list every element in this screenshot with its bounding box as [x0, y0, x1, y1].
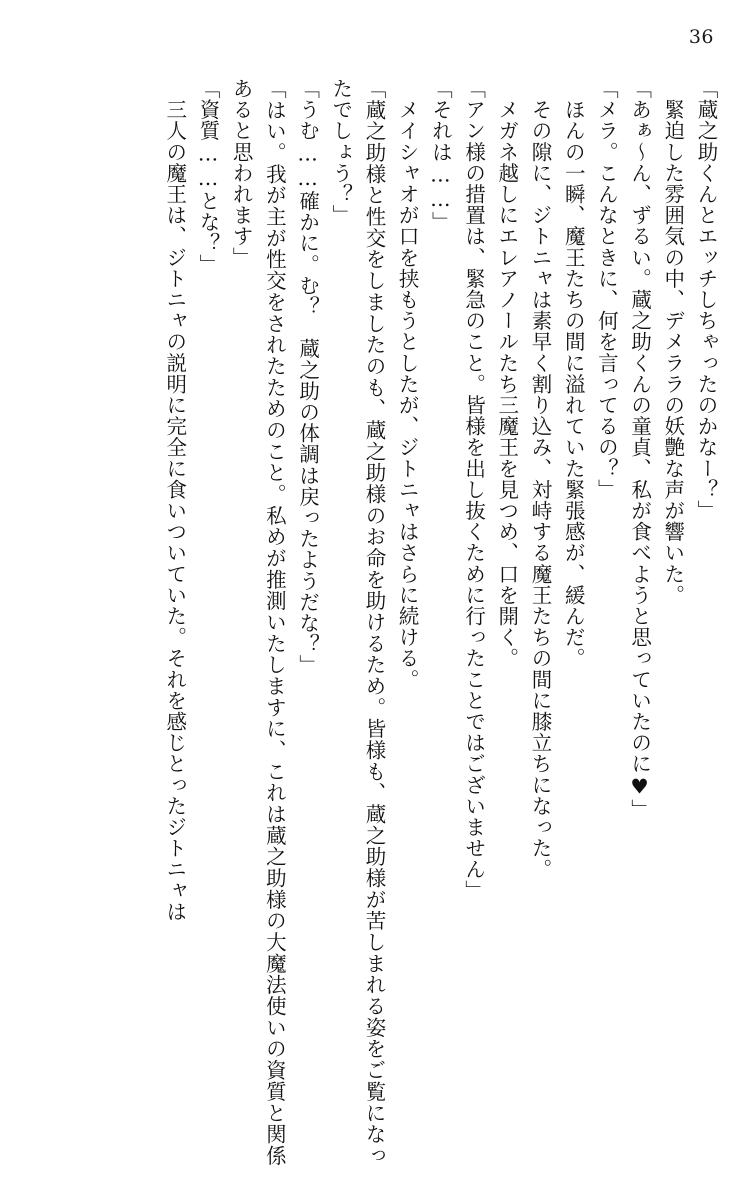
paragraph: 「うむ……確かに。む？ 蔵之助の体調は戻ったようだな？」: [295, 78, 320, 676]
paragraph: 「蔵之助様と性交をしましたのも、蔵之助様のお命を助けるため。皆様も、蔵之助様が苦しまれる姿をご覧になったでしょう？」: [328, 78, 386, 1166]
paragraph: メイシャオが口を挟もうとしたが、ジトニャはさらに続ける。: [395, 78, 420, 690]
paragraph: 「資質……とな？」: [195, 78, 220, 275]
body-text-vertical: [34, 78, 722, 1166]
paragraph: 「メラ。こんなときに、何を言ってるの？」: [594, 78, 619, 500]
paragraph: 「アン様の措置は、緊急のこと。皆様を出し抜くために行ったことではございません」: [461, 78, 486, 901]
paragraph: 「蔵之助くんとエッチしちゃったのかなー？」: [694, 78, 718, 522]
paragraph: 「それは……」: [428, 78, 453, 233]
page-number: 36: [688, 26, 714, 48]
paragraph: メガネ越しにエレアノールたち三魔王を見つめ、口を開く。: [494, 78, 519, 669]
paragraph: 三人の魔王は、ジトニャの説明に完全に食いついていた。それを感じとったジトニャは: [162, 78, 187, 922]
paragraph: ほんの一瞬、魔王たちの間に溢れていた緊張感が、緩んだ。: [561, 78, 586, 669]
paragraph: 「あぁ～ん、ずるい。蔵之助くんの童貞、私が食べようと思っていたのに♥」: [627, 78, 652, 820]
paragraph: 「はい。我が主が性交をされたためのこと。私めが推測いたしますに、これは蔵之助様の大魔法使いの資質と関係あると思われます」: [229, 78, 287, 1166]
paragraph: 緊迫した雰囲気の中、デメララの妖艶な声が響いた。: [660, 78, 685, 606]
paragraph: その隙に、ジトニャは素早く割り込み、対峙する魔王たちの間に膝立ちになった。: [527, 78, 552, 880]
